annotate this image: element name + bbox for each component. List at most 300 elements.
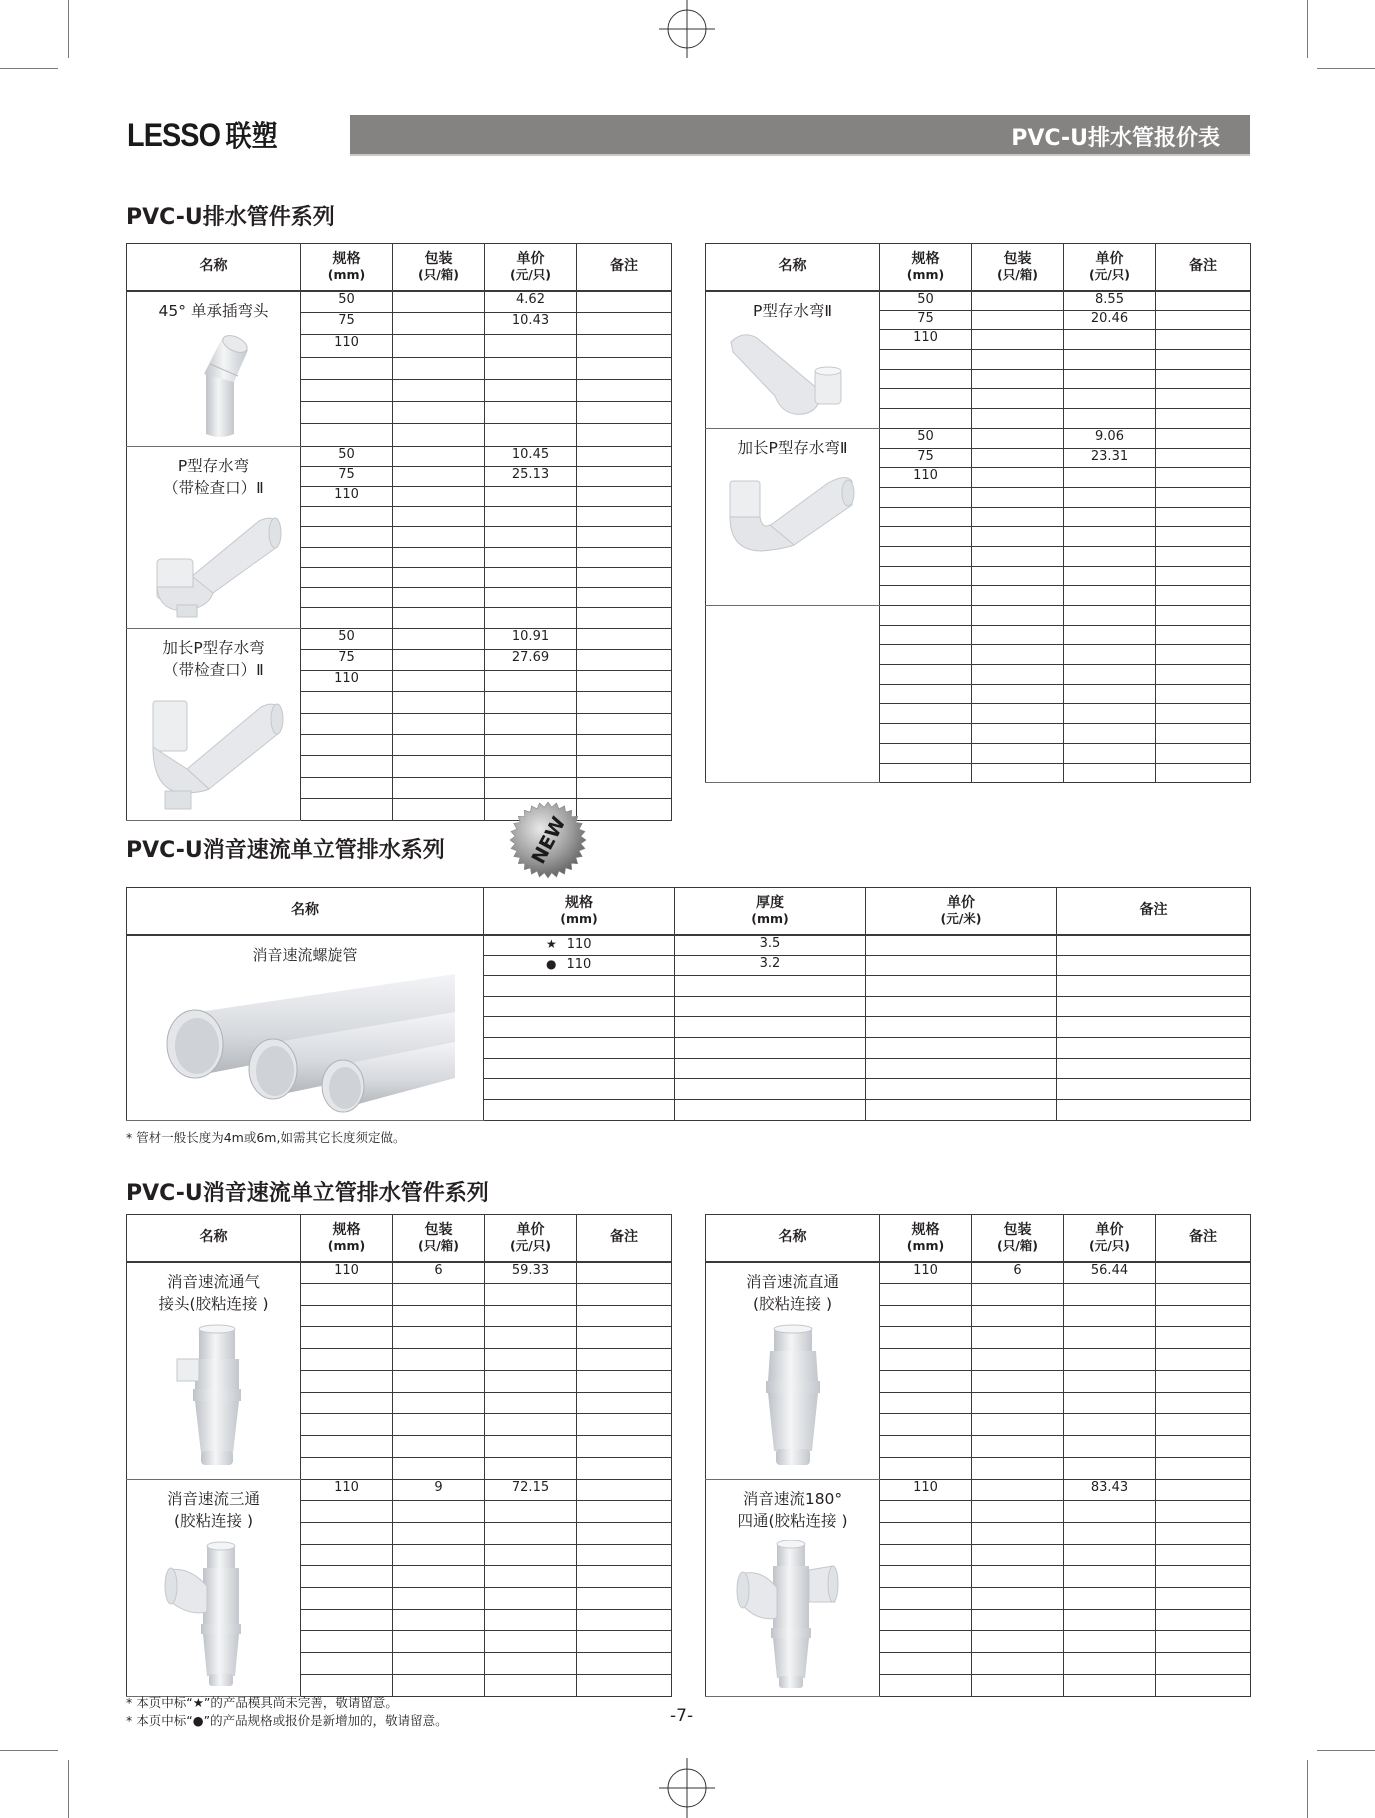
cell-pack [393,1566,485,1588]
cell-pack [393,649,485,670]
cell-spec [880,330,972,350]
fittings-table-left [126,243,672,821]
column-header [1156,1215,1251,1262]
product-image-p-trap-with-cleanout [127,507,300,628]
product-name: 消音速流通气 [166,1272,260,1291]
cell-price [485,379,577,401]
cell-spec [301,1566,393,1588]
product-image-tee [127,1540,300,1696]
cell-spec [880,665,972,685]
cell-spec [301,1609,393,1631]
table-header-row [706,244,1251,291]
cell-price [485,777,577,798]
cell-note [577,692,672,713]
cell-spec [880,350,972,370]
column-header [127,888,484,935]
cell-price [485,507,577,527]
cell-note [1156,1501,1251,1523]
cell-note [1156,606,1251,626]
pipes-footnote: * 管材一般长度为4m或6m,如需其它长度须定做。 [126,1130,406,1145]
product-name: 加长P型存水弯Ⅱ [737,438,848,457]
cell-spec [880,763,972,783]
cell-pack [972,1653,1064,1675]
value-spec: 50 [338,291,355,307]
cell-pack [393,692,485,713]
cell-spec [880,1414,972,1436]
cell-pack [972,428,1064,448]
product-name: 45° 单承插弯头 [158,301,269,320]
cell-spec [880,487,972,507]
cell-note [577,1349,672,1371]
product-cell [127,1262,301,1480]
column-header-title: 单价 [516,1221,545,1238]
cell-price [1064,487,1156,507]
cell-pack [393,357,485,379]
silent-fittings-table-right [705,1214,1251,1697]
product-cell [127,628,301,820]
value-price: 10.91 [511,628,550,644]
cell-price [1064,1436,1156,1458]
cell-pack [972,606,1064,626]
cell-thickness [675,996,866,1017]
column-header [1064,244,1156,291]
column-header-unit: (只/箱) [997,1237,1038,1253]
product-name: P型存水弯 [177,456,250,475]
column-header [1064,1215,1156,1262]
product-name: 加长P型存水弯 [162,638,265,657]
column-header-title: 备注 [1139,902,1168,919]
cell-spec [880,586,972,606]
cell-price [866,1058,1057,1079]
cell-pack [972,369,1064,389]
cell-spec [880,1305,972,1327]
cell-note [577,1609,672,1631]
cell-pack [972,291,1064,311]
column-header-unit: (mm) [906,266,945,282]
cell-price [485,1370,577,1392]
cell-spec [301,1544,393,1566]
column-header [880,1215,972,1262]
cell-pack [393,628,485,649]
cell-price [1064,291,1156,311]
product-name: 消音速流螺旋管 [252,945,358,964]
column-header-title: 备注 [610,1229,638,1246]
cell-spec [301,671,393,692]
cell-note [1156,350,1251,370]
value-price: 59.33 [511,1262,550,1278]
table-row [127,935,1251,956]
cell-spec [880,468,972,488]
cell-note [1156,665,1251,685]
cell-spec [880,606,972,626]
column-header-unit: (元/只) [1089,1237,1130,1253]
cell-spec [301,588,393,608]
cell-price [485,466,577,486]
table-header-row [706,1215,1251,1262]
cell-note [1156,724,1251,744]
table-row [127,291,672,313]
cell-spec [301,1305,393,1327]
column-header-title: 名称 [199,258,228,275]
cell-note [1156,1631,1251,1653]
cell-note [1057,1038,1251,1059]
cell-note [1156,704,1251,724]
cell-pack [972,1370,1064,1392]
cell-price [485,1436,577,1458]
cell-pack [972,389,1064,409]
cell-spec [880,1566,972,1588]
cell-price [1064,763,1156,783]
cell-note [1156,1609,1251,1631]
cell-note [1156,1392,1251,1414]
product-image-long-p-trap [706,467,879,563]
cell-pack [972,665,1064,685]
table-header-row [127,244,672,291]
value-thickness: 3.2 [759,955,781,971]
cell-price [485,1631,577,1653]
cell-note [1156,369,1251,389]
cell-pack [972,330,1064,350]
cell-pack [393,1653,485,1675]
cell-note [1156,1305,1251,1327]
column-header [880,244,972,291]
cell-spec [880,1349,972,1371]
cell-price [1064,1414,1156,1436]
table-row [706,291,1251,311]
cell-note [1156,1414,1251,1436]
cell-spec [484,996,675,1017]
cell-price [485,628,577,649]
product-cell [127,291,301,447]
cell-price [1064,389,1156,409]
cell-pack [972,468,1064,488]
column-header-title: 备注 [1189,1229,1217,1246]
cell-spec [880,291,972,311]
cell-price [485,1674,577,1696]
cell-price [1064,1327,1156,1349]
product-image-spiral-pipes [127,974,483,1120]
cell-price [866,976,1057,997]
cell-note [577,799,672,820]
table-header-row [127,1215,672,1262]
cell-note [577,671,672,692]
column-header [301,1215,393,1262]
cell-thickness [675,976,866,997]
value-price: 72.15 [511,1479,550,1495]
cell-spec [301,1457,393,1479]
crop-mark [1317,68,1375,69]
column-header [706,1215,880,1262]
cell-spec [880,428,972,448]
cell-price [1064,448,1156,468]
cell-pack [393,777,485,798]
cell-pack [393,588,485,608]
cell-pack [393,1674,485,1696]
cell-pack [972,1501,1064,1523]
column-header-unit: (只/箱) [418,1237,459,1253]
table-row [706,1262,1251,1284]
column-header-title: 规格 [911,250,940,267]
cell-pack [972,1674,1064,1696]
cell-spec [301,1414,393,1436]
cell-pack [972,1349,1064,1371]
cell-price [485,756,577,777]
cell-spec [880,1544,972,1566]
column-header [127,1215,301,1262]
column-header [706,244,880,291]
cell-price [485,313,577,335]
cell-note [577,547,672,567]
cell-price [1064,330,1156,350]
cell-pack [393,671,485,692]
cell-note [577,1392,672,1414]
cell-price [1064,527,1156,547]
cell-spec [880,546,972,566]
value-price: 20.46 [1090,310,1129,326]
cell-spec [880,1327,972,1349]
cell-spec [880,1479,972,1501]
registration-mark-icon [650,1758,724,1818]
cell-note [577,1631,672,1653]
cell-pack [972,684,1064,704]
column-header-title: 备注 [1189,258,1217,275]
cell-spec [880,1392,972,1414]
cell-spec [301,507,393,527]
column-header-unit: (mm) [560,910,598,926]
section-title-pipes: PVC-U消音速流单立管排水系列 [126,838,445,863]
badge-label: NEW [527,813,571,868]
cell-pack [972,1414,1064,1436]
cell-pack [393,1414,485,1436]
table-row [127,628,672,649]
cell-spec [301,1349,393,1371]
cell-pack [393,379,485,401]
column-header-unit: (mm) [327,1237,366,1253]
cell-price [485,335,577,357]
cell-price [866,1099,1057,1120]
cell-spec [880,1609,972,1631]
product-image-straight-coupling [706,1323,879,1479]
cell-spec [301,713,393,734]
value-pack: 6 [434,1262,443,1278]
cell-spec [880,1501,972,1523]
cell-pack [972,1479,1064,1501]
cell-price [1064,1566,1156,1588]
cell-spec [301,567,393,587]
cell-price [485,1392,577,1414]
product-image-cross-180 [706,1540,879,1696]
cell-pack [972,1262,1064,1284]
cell-thickness [675,1099,866,1120]
cell-note [1156,428,1251,448]
cell-spec [301,1631,393,1653]
cell-price [1064,369,1156,389]
cell-pack [972,724,1064,744]
cell-pack [972,1566,1064,1588]
cell-price [866,1038,1057,1059]
cell-note [1156,310,1251,330]
cell-spec [301,1370,393,1392]
cell-spec [880,1262,972,1284]
cell-price [866,1017,1057,1038]
cell-price [485,671,577,692]
cell-price [1064,1262,1156,1284]
cell-price [1064,586,1156,606]
brand-logo-en: LESSO [127,117,221,153]
cell-spec [301,1501,393,1523]
cell-pack [972,1587,1064,1609]
cell-pack [393,527,485,547]
cell-pack [393,1457,485,1479]
cell-note [1156,507,1251,527]
cell-spec [880,409,972,429]
cell-price [1064,310,1156,330]
column-header-title: 厚度 [756,894,784,911]
value-spec: 110 [913,1262,938,1278]
cell-note [577,756,672,777]
product-cell [127,446,301,628]
cell-note [577,1674,672,1696]
cell-note [1156,1457,1251,1479]
product-cell [127,1479,301,1696]
product-cell [706,606,880,783]
value-spec: 110 [334,335,359,351]
cell-price [485,1349,577,1371]
cell-pack [393,713,485,734]
cell-pack [972,763,1064,783]
footer-note-dot: * 本页中标“●”的产品规格或报价是新增加的，敬请留意。 [126,1713,448,1728]
cell-note [577,713,672,734]
cell-price [1064,1305,1156,1327]
cell-price [866,935,1057,956]
cell-pack [972,310,1064,330]
cell-price [485,357,577,379]
cell-spec [880,1653,972,1675]
cell-price [485,1283,577,1305]
cell-note [1156,448,1251,468]
column-header-unit: (mm) [751,910,789,926]
column-header-title: 名称 [778,1229,807,1246]
value-spec: 50 [338,446,355,462]
value-price: 83.43 [1090,1479,1129,1495]
cell-price [1064,1631,1156,1653]
value-price: 25.13 [511,466,550,482]
value-spec: 50 [917,291,934,307]
table-row [706,1479,1251,1501]
cell-note [577,291,672,313]
cell-note [577,1414,672,1436]
cell-price [485,713,577,734]
cell-price [866,1079,1057,1100]
cell-spec [880,1436,972,1458]
cell-spec [301,1436,393,1458]
cell-spec [301,608,393,628]
cell-price [485,446,577,466]
cell-spec [301,357,393,379]
dot-marker-icon: ● [546,956,557,971]
cell-spec [301,628,393,649]
cell-note [577,628,672,649]
cell-price [485,1457,577,1479]
product-image-p-trap [706,330,879,426]
cell-thickness [675,1058,866,1079]
crop-mark [1307,1760,1308,1818]
cell-pack [393,1609,485,1631]
column-header [577,1215,672,1262]
cell-pack [393,1370,485,1392]
registration-mark-icon [650,0,724,80]
cell-note [1057,935,1251,956]
cell-pack [972,743,1064,763]
cell-price [485,1305,577,1327]
cell-note [1156,763,1251,783]
section-title-silent-fittings: PVC-U消音速流单立管排水管件系列 [126,1181,489,1206]
crop-mark [68,1760,69,1818]
value-pack: 6 [1013,1262,1022,1278]
fittings-table-right [705,243,1251,783]
cell-pack [393,466,485,486]
column-header [1057,888,1251,935]
cell-pack [972,527,1064,547]
cell-pack [393,799,485,820]
footer-note-star: * 本页中标“★”的产品模具尚未完善，敬请留意。 [126,1695,398,1710]
cell-thickness [675,935,866,956]
cell-note [1156,1436,1251,1458]
column-header [577,244,672,291]
cell-price [485,1587,577,1609]
column-header-title: 单价 [947,894,975,911]
cell-price [1064,1283,1156,1305]
cell-spec [880,1457,972,1479]
cell-pack [393,1262,485,1284]
cell-pack [393,291,485,313]
cell-price [1064,428,1156,448]
cell-price [1064,468,1156,488]
value-spec: 75 [917,310,934,326]
cell-spec [301,1262,393,1284]
cell-spec [301,799,393,820]
value-spec: 75 [917,448,934,464]
cell-spec [301,466,393,486]
cell-pack [393,313,485,335]
cell-note [1156,1674,1251,1696]
cell-spec [880,448,972,468]
cell-spec [880,704,972,724]
cell-note [1057,1058,1251,1079]
cell-spec [301,379,393,401]
crop-mark [0,68,58,69]
cell-price [485,547,577,567]
cell-price [1064,1457,1156,1479]
cell-pack [972,448,1064,468]
column-header-title: 单价 [1095,1221,1124,1238]
cell-note [1156,1544,1251,1566]
cell-note [577,1653,672,1675]
cell-pack [393,1305,485,1327]
cell-note [577,402,672,424]
cell-price [1064,1392,1156,1414]
cell-price [1064,743,1156,763]
cell-note [577,1370,672,1392]
column-header [301,244,393,291]
star-marker-icon: ★ [546,936,557,951]
cell-note [577,486,672,506]
value-spec: 110 [334,1262,359,1278]
cell-pack [393,735,485,756]
cell-note [1156,1349,1251,1371]
cell-note [1156,586,1251,606]
column-header-unit: (元/米) [940,910,982,926]
